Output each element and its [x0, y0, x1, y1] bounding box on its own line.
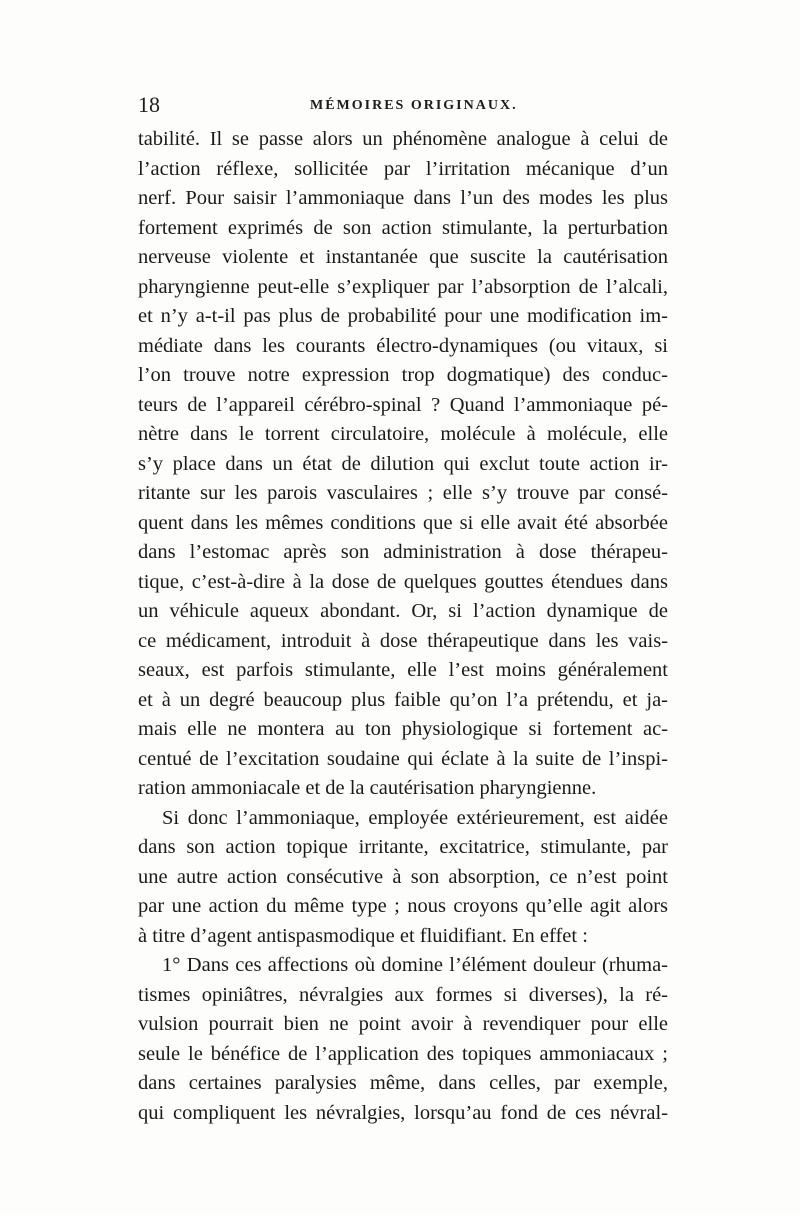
text-line: tique, c’est-à-dire à la dose de quelques gouttes étendues dans: [138, 570, 668, 593]
text-line: nerveuse violente et instantanée que suscite la cautérisation: [138, 246, 668, 268]
running-title: MÉMOIRES ORIGINAUX.: [310, 98, 518, 113]
page-number: 18: [138, 92, 160, 117]
text-line: teurs de l’appareil cérébro-spinal ? Quand l’ammoniaque pé-: [138, 393, 668, 416]
text-line: et n’y a-t-il pas plus de probabilité pour une modification im-: [138, 305, 668, 327]
text-line: une autre action consécutive à son absorption, ce n’est point: [138, 865, 668, 888]
text-line: médiate dans les courants électro-dynamiques (ou vitaux, si: [138, 334, 668, 357]
text-line: par une action du même type ; nous croyons qu’elle agit alors: [138, 895, 668, 917]
text-line: l’on trouve notre expression trop dogmatique) des conduc-: [138, 364, 668, 386]
text-line: dans l’estomac après son administration à dose thérapeu-: [138, 541, 668, 563]
body-text: [138, 125, 668, 1128]
text-line: ce médicament, introduit à dose thérapeutique dans les vais-: [138, 629, 668, 652]
text-line: tismes opiniâtres, névralgies aux formes si diverses), la ré-: [138, 983, 668, 1006]
text-line: quent dans les mêmes conditions que si elle avait été absorbée: [138, 511, 668, 534]
text-line: s’y place dans un état de dilution qui exclut toute action ir-: [138, 452, 668, 475]
text-line: un véhicule aqueux abondant. Or, si l’action dynamique de: [138, 600, 668, 622]
text-line: seaux, est parfois stimulante, elle l’est moins généralement: [138, 659, 668, 681]
text-line: nerf. Pour saisir l’ammoniaque dans l’un des modes les plus: [138, 187, 668, 209]
text-line: fortement exprimés de son action stimulante, la perturbation: [138, 216, 668, 239]
text-line: 1° Dans ces affections où domine l’élément douleur (rhuma-: [162, 954, 668, 976]
text-line: qui compliquent les névralgies, lorsqu’au fond de ces névral-: [138, 1101, 668, 1124]
text-line: vulsion pourrait bien ne point avoir à revendiquer pour elle: [138, 1013, 668, 1035]
text-line: centué de l’excitation soudaine qui éclate à la suite de l’inspi-: [138, 747, 668, 770]
text-line: ration ammoniacale et de la cautérisation pharyngienne.: [138, 777, 597, 799]
text-line: pharyngienne peut-elle s’expliquer par l’absorption de l’alcali,: [138, 275, 668, 298]
text-line: et à un degré beaucoup plus faible qu’on l’a prétendu, et ja-: [138, 688, 668, 711]
text-line: tabilité. Il se passe alors un phénomène analogue à celui de: [138, 128, 668, 150]
text-line: l’action réflexe, sollicitée par l’irritation mécanique d’un: [138, 157, 668, 180]
paragraph-1: [138, 125, 668, 804]
running-head: [138, 94, 668, 118]
text-line: seule le bénéfice de l’application des topiques ammoniacaux ;: [138, 1042, 668, 1065]
text-line: mais elle ne montera au ton physiologique si fortement ac-: [138, 718, 668, 740]
text-line: Si donc l’ammoniaque, employée extérieurement, est aidée: [162, 806, 668, 829]
text-line: ritante sur les parois vasculaires ; elle s’y trouve par consé-: [138, 482, 668, 504]
paragraph-2: [138, 804, 668, 952]
text-line: nètre dans le torrent circulatoire, molécule à molécule, elle: [138, 423, 668, 445]
text-line: dans son action topique irritante, excitatrice, stimulante, par: [138, 836, 668, 858]
text-line: dans certaines paralysies même, dans celles, par exemple,: [138, 1072, 668, 1094]
text-line: à titre d’agent antispasmodique et fluidifiant. En effet :: [138, 924, 588, 947]
paragraph-3: [138, 951, 668, 1128]
